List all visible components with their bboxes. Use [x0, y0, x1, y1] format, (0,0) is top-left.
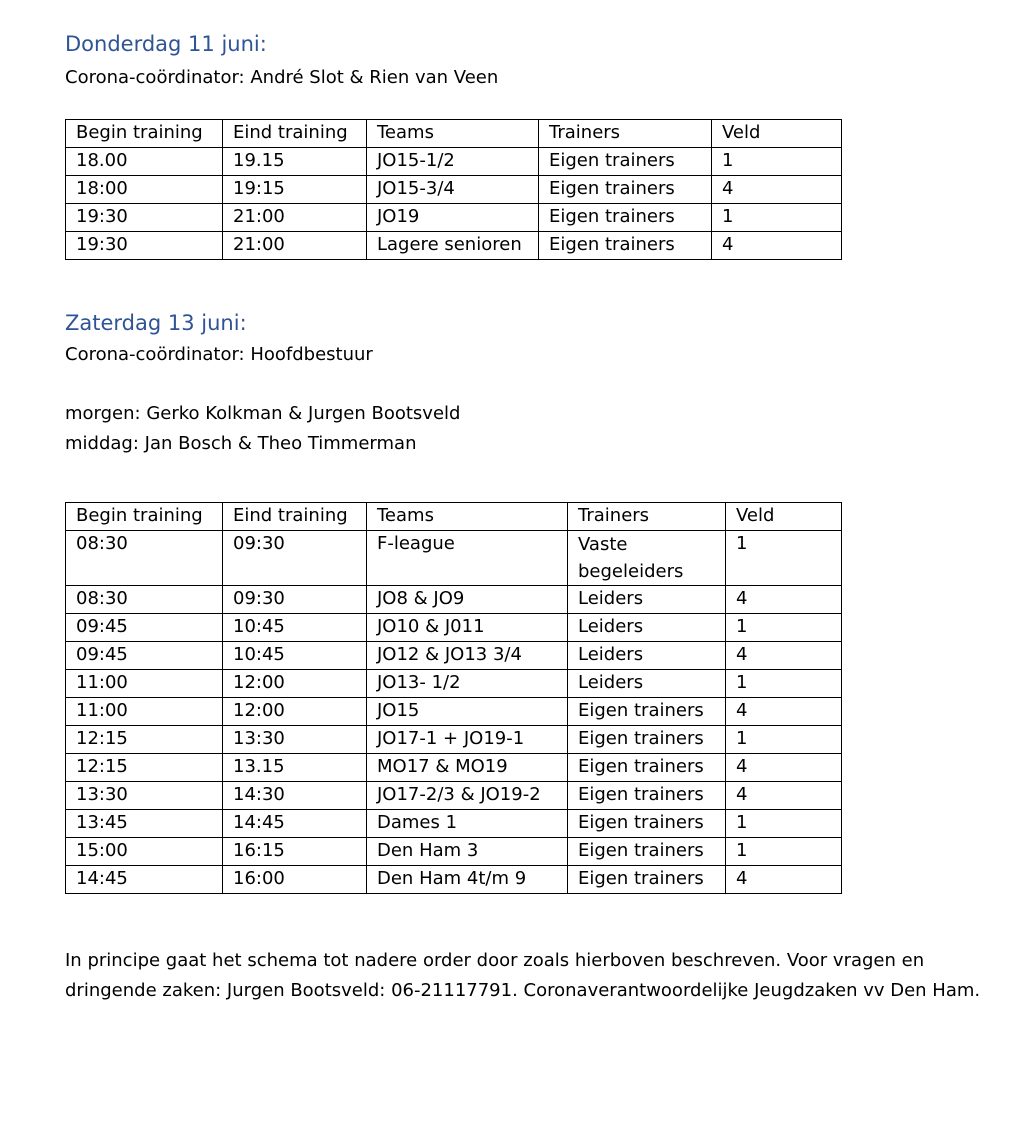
table-row [66, 810, 842, 838]
table-cell: 08:30 [66, 586, 223, 614]
table-cell: 09:30 [223, 531, 367, 586]
table-cell: 1 [726, 726, 842, 754]
table-cell: Eigen trainers [568, 866, 726, 894]
table-cell: Eigen trainers [539, 176, 712, 204]
table-cell: 16:00 [223, 866, 367, 894]
table-row [66, 866, 842, 894]
table-cell: 19:30 [66, 204, 223, 232]
table-row [66, 531, 842, 586]
column-header: Eind training [223, 503, 367, 531]
day1-heading: Donderdag 11 juni: [65, 32, 267, 56]
table-cell: 10:45 [223, 614, 367, 642]
table-cell: 09:45 [66, 614, 223, 642]
table-row [66, 614, 842, 642]
table-cell: Den Ham 4t/m 9 [367, 866, 568, 894]
table-cell: 08:30 [66, 531, 223, 586]
table-cell: 14:45 [66, 866, 223, 894]
table-row [66, 838, 842, 866]
table-cell: 1 [726, 810, 842, 838]
table-cell: JO19 [367, 204, 539, 232]
table-row [66, 232, 842, 260]
table-cell: JO10 & J011 [367, 614, 568, 642]
table-cell: 12:15 [66, 754, 223, 782]
table-cell: JO15-3/4 [367, 176, 539, 204]
table-cell: 14:45 [223, 810, 367, 838]
table-cell: 4 [726, 642, 842, 670]
table-cell: 14:30 [223, 782, 367, 810]
table-cell: 13:45 [66, 810, 223, 838]
table-cell: 1 [726, 531, 842, 586]
table-cell: 19:15 [223, 176, 367, 204]
table-cell: 19:30 [66, 232, 223, 260]
table-cell: MO17 & MO19 [367, 754, 568, 782]
table-cell: 09:30 [223, 586, 367, 614]
table-cell: Lagere senioren [367, 232, 539, 260]
table-cell: 12:00 [223, 698, 367, 726]
table-cell: 13:30 [66, 782, 223, 810]
table-row [66, 586, 842, 614]
table-cell: Eigen trainers [568, 754, 726, 782]
table-cell: JO17-2/3 & JO19-2 [367, 782, 568, 810]
table-row [66, 726, 842, 754]
column-header: Veld [712, 120, 842, 148]
table-cell: Eigen trainers [539, 232, 712, 260]
table-cell: JO15-1/2 [367, 148, 539, 176]
table-row [66, 782, 842, 810]
column-header: Trainers [539, 120, 712, 148]
table-row [66, 670, 842, 698]
table-cell: 4 [712, 176, 842, 204]
table-cell: Eigen trainers [539, 148, 712, 176]
table-cell: 18:00 [66, 176, 223, 204]
table-cell: 12:15 [66, 726, 223, 754]
table-cell: Leiders [568, 614, 726, 642]
day2-coordinator: Corona-coördinator: Hoofdbestuur [65, 344, 373, 365]
table-cell: 1 [726, 838, 842, 866]
table-cell: Dames 1 [367, 810, 568, 838]
table-header-row [66, 120, 842, 148]
table-cell: Eigen trainers [568, 726, 726, 754]
column-header: Eind training [223, 120, 367, 148]
table-row [66, 754, 842, 782]
table-cell: 1 [712, 204, 842, 232]
table-cell: 1 [726, 614, 842, 642]
table-row [66, 176, 842, 204]
table-cell: Eigen trainers [568, 782, 726, 810]
footer-note: In principe gaat het schema tot nadere order door zoals hierboven beschreven. Voor vragen en dringende zaken: Jurgen Bootsveld: 06-21117791. Coronaverantwoordelijke Jeugdzaken vv Den Ham. [65, 950, 981, 1001]
table-cell: 13.15 [223, 754, 367, 782]
day1-schedule-table [65, 119, 842, 260]
table-cell: 4 [726, 754, 842, 782]
table-cell: 11:00 [66, 698, 223, 726]
table-row [66, 642, 842, 670]
day2-afternoon: middag: Jan Bosch & Theo Timmerman [65, 433, 417, 454]
column-header: Veld [726, 503, 842, 531]
table-cell: JO13- 1/2 [367, 670, 568, 698]
day2-morning: morgen: Gerko Kolkman & Jurgen Bootsveld [65, 403, 461, 424]
table-cell: Den Ham 3 [367, 838, 568, 866]
column-header: Teams [367, 120, 539, 148]
table-cell: 4 [712, 232, 842, 260]
column-header: Trainers [568, 503, 726, 531]
table-cell: JO17-1 + JO19-1 [367, 726, 568, 754]
table-cell: JO12 & JO13 3/4 [367, 642, 568, 670]
table-cell: JO15 [367, 698, 568, 726]
table-cell: F-league [367, 531, 568, 586]
table-cell: 16:15 [223, 838, 367, 866]
table-cell: 4 [726, 698, 842, 726]
table-cell: Leiders [568, 642, 726, 670]
table-row [66, 148, 842, 176]
table-cell: 21:00 [223, 204, 367, 232]
table-cell: 10:45 [223, 642, 367, 670]
column-header: Begin training [66, 120, 223, 148]
column-header: Begin training [66, 503, 223, 531]
table-cell: 21:00 [223, 232, 367, 260]
table-cell: 4 [726, 866, 842, 894]
column-header: Teams [367, 503, 568, 531]
table-cell: Eigen trainers [539, 204, 712, 232]
table-cell: 1 [712, 148, 842, 176]
table-cell: Eigen trainers [568, 838, 726, 866]
table-row [66, 698, 842, 726]
table-cell: Eigen trainers [568, 698, 726, 726]
table-cell: Eigen trainers [568, 810, 726, 838]
table-cell: JO8 & JO9 [367, 586, 568, 614]
table-cell: 15:00 [66, 838, 223, 866]
table-row [66, 204, 842, 232]
day1-coordinator: Corona-coördinator: André Slot & Rien van Veen [65, 67, 499, 88]
table-cell: 11:00 [66, 670, 223, 698]
table-cell: 19.15 [223, 148, 367, 176]
table-cell: 12:00 [223, 670, 367, 698]
table-cell: 09:45 [66, 642, 223, 670]
table-cell: 13:30 [223, 726, 367, 754]
table-header-row [66, 503, 842, 531]
table-cell: Vaste begeleiders [568, 531, 726, 586]
table-cell: 4 [726, 586, 842, 614]
day2-heading: Zaterdag 13 juni: [65, 311, 247, 335]
day2-schedule-table [65, 502, 842, 894]
table-cell: 1 [726, 670, 842, 698]
table-cell: Leiders [568, 586, 726, 614]
table-cell: 18.00 [66, 148, 223, 176]
table-cell: Leiders [568, 670, 726, 698]
table-cell: 4 [726, 782, 842, 810]
